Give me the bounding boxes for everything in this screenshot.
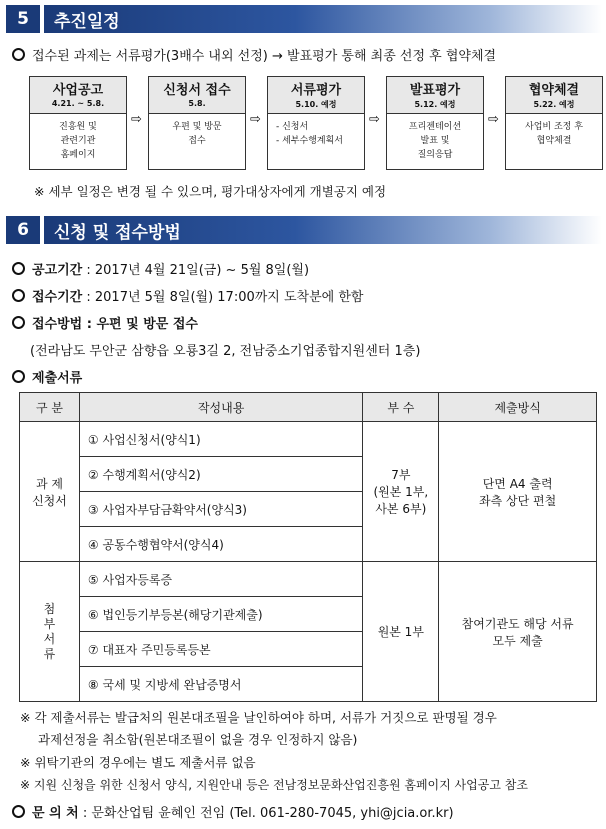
section-6-header [6,216,602,244]
bullet-icon [12,48,25,61]
documents-label: 제출서류 [12,367,82,386]
section-title: 신청 및 접수방법 [44,216,602,244]
schedule-intro: 접수된 과제는 서류평가(3배수 내외 선정) → 발표평가 통해 최종 선정 후 협약체결 [12,45,496,64]
bullet-icon [12,370,25,383]
group-application-label: 과 제 신청서 [20,422,80,562]
schedule-step-2: 신청서 접수 5.8. 우편 및 방문 접수 [148,76,246,170]
note-consigned: ※ 위탁기관의 경우에는 별도 제출서류 없음 [20,755,256,770]
group-application-method: 단면 A4 출력 좌측 상단 편철 [439,422,597,562]
header-content: 작성내용 [79,393,362,422]
table-cell-item: ⑤ 사업자등록증 [79,562,362,597]
table-row [20,422,597,457]
header-method: 제출방식 [439,393,597,422]
notice-period: 공고기간 : 2017년 4월 21일(금) ~ 5월 8일(월) [12,259,309,278]
table-cell-item: ② 수행계획서(양식2) [79,457,362,492]
schedule-step-4: 발표평가 5.12. 예정 프리젠테이션 발표 및 질의응답 [386,76,484,170]
table-cell-item: ④ 공동수행협약서(양식4) [79,527,362,562]
address: (전라남도 무안군 삼향읍 오룡3길 2, 전남중소기업종합지원센터 1층) [30,344,421,359]
schedule-step-5: 협약체결 5.22. 예정 사업비 조정 후 협약체결 [505,76,603,170]
note-original-copy-cont: 과제선정을 취소함(원본대조필이 없을 경우 인정하지 않음) [38,732,358,747]
schedule-step-3: 서류평가 5.10. 예정 - 신청서 - 세부수행계획서 [267,76,365,170]
schedule-note: ※ 세부 일정은 변경 될 수 있으며, 평가대상자에게 개별공지 예정 [34,184,387,199]
arrow-right-icon: ⇨ [488,112,499,127]
table-cell-item: ① 사업신청서(양식1) [79,422,362,457]
group-attachments-label: 첨 부 서 류 [20,562,80,702]
table-header-row [20,393,597,422]
schedule-step-1: 사업공고 4.21. ~ 5.8. 진흥원 및 관련기관 홈페이지 [29,76,127,170]
table-cell-item: ③ 사업자부담금확약서(양식3) [79,492,362,527]
table-cell-item: ⑧ 국세 및 지방세 완납증명서 [79,667,362,702]
contact-line: 문 의 처 : 문화산업팀 윤혜인 전임 (Tel. 061-280-7045, yhi@jcia.or.kr) [12,802,454,821]
group-attachments-copies: 원본 1부 [363,562,439,702]
bullet-icon [12,316,25,329]
header-copies: 부 수 [363,393,439,422]
note-original-copy: ※ 각 제출서류는 발급처의 원본대조필을 날인하여야 하며, 서류가 거짓으로 판명될 경우 [20,710,497,725]
bullet-icon [12,805,25,818]
group-attachments-method: 참여기관도 해당 서류 모두 제출 [439,562,597,702]
header-category: 구 분 [20,393,80,422]
section-number: 5 [6,5,40,33]
arrow-right-icon: ⇨ [250,112,261,127]
bullet-icon [12,289,25,302]
section-title: 추진일정 [44,5,602,33]
section-5-header [6,5,602,33]
receipt-method: 접수방법 : 우편 및 방문 접수 [12,313,198,332]
group-application-copies: 7부 (원본 1부, 사본 6부) [363,422,439,562]
arrow-right-icon: ⇨ [131,112,142,127]
arrow-right-icon: ⇨ [369,112,380,127]
receipt-period: 접수기간 : 2017년 5월 8일(월) 17:00까지 도착분에 한함 [12,286,363,305]
section-number: 6 [6,216,40,244]
submission-table [19,392,597,702]
table-cell-item: ⑦ 대표자 주민등록등본 [79,632,362,667]
note-forms: ※ 지원 신청을 위한 신청서 양식, 지원안내 등은 전남정보문화산업진흥원 홈페이지 사업공고 참조 [20,778,528,792]
bullet-icon [12,262,25,275]
table-cell-item: ⑥ 법인등기부등본(해당기관제출) [79,597,362,632]
table-row [20,562,597,597]
